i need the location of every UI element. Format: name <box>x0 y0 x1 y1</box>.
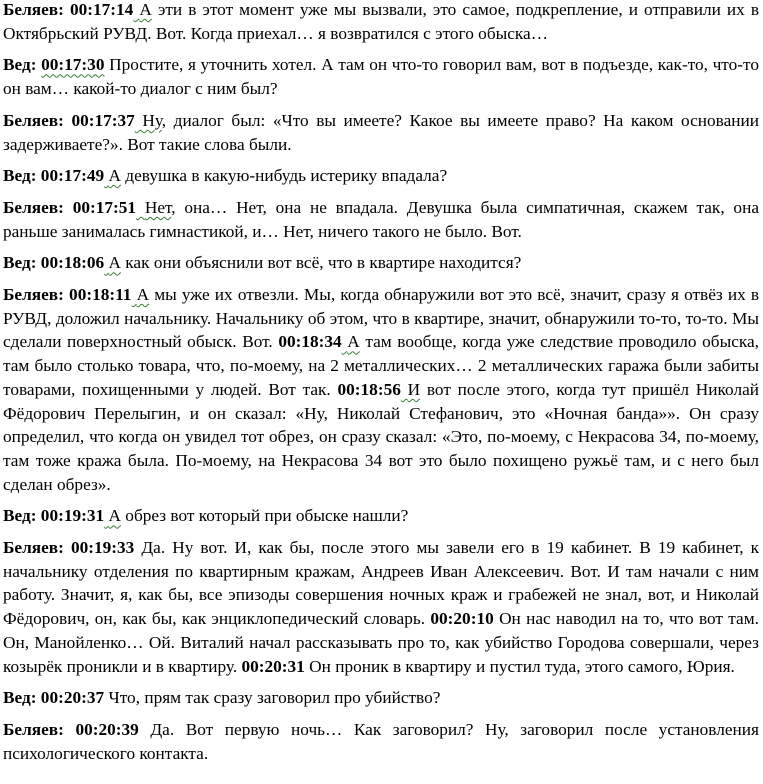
speaker-label: Беляев: <box>3 285 64 305</box>
timestamp: 00:17:37 <box>71 110 135 130</box>
utterance-text: обрез вот который при обыске нашли? <box>125 506 409 526</box>
transcript-paragraph <box>3 283 759 496</box>
lead-word: ​ И <box>400 379 421 399</box>
lead-word: ​ Ну <box>134 110 162 130</box>
timestamp: 00:20:39 <box>75 719 139 739</box>
lead-word: ​ А <box>104 166 121 186</box>
timestamp: 00:18:34 <box>278 332 342 352</box>
speaker-label: Вед: <box>3 506 37 526</box>
transcript-paragraph <box>3 504 759 528</box>
utterance-text: Он проник в квартиру и пустил туда, этого самого, Юрия. <box>309 656 735 676</box>
transcript-paragraph <box>3 164 759 188</box>
transcript-paragraph <box>3 536 759 678</box>
timestamp: 00:18:56 <box>337 379 401 399</box>
utterance-text: вот после этого, когда тут пришёл Николай Фёдорович Перелыгин, и он сказал: «Ну, Николай Стефанович, это «Ночная банда»». Он сразу определил, что когда он увидел тот обрез, он сразу сказал: «Это, по-моему, с Некрасова 34, по-моему, там тоже кража была. По-моему, на Некрасова 34 вот это было похищено ружьё там, и с него был сделан обрез». <box>3 379 759 494</box>
lead-word: ​ А <box>104 253 121 273</box>
speaker-label: Беляев: <box>3 0 64 19</box>
timestamp: 00:17:30 <box>41 55 105 75</box>
utterance-text: Он нас наводил на то, что вот там. Он, Манойленко… Ой. Виталий начал рассказывать про то, как убийство Городова совершали, через козырёк проникли и в квартиру. <box>3 609 759 676</box>
timestamp: 00:20:31 <box>241 656 305 676</box>
transcript-paragraph <box>3 251 759 275</box>
utterance-text: Да. Вот первую ночь… Как заговорил? Ну, заговорил после установления психологического контакта. <box>3 719 759 763</box>
utterance-text: , она… Нет, она не впадала. Девушка была симпатичная, скажем так, она раньше занималась гимнастикой, и… Нет, ничего такого не было. Вот. <box>3 197 759 241</box>
transcript-paragraph <box>3 109 759 156</box>
speaker-label: Вед: <box>3 688 37 708</box>
timestamp: 00:20:37 <box>40 688 105 708</box>
utterance-text: Что, прям так сразу заговорил про убийство? <box>108 688 441 708</box>
transcript-paragraph <box>3 196 759 243</box>
speaker-label: Беляев: <box>3 197 64 217</box>
utterance-text: как они объяснили вот всё, что в квартире находится? <box>125 253 522 273</box>
transcript-paragraph <box>3 686 759 710</box>
utterance-text: девушка в какую-нибудь истерику впадала? <box>125 166 448 186</box>
transcript-paragraph <box>3 718 759 765</box>
timestamp: 00:20:10 <box>430 609 494 629</box>
speaker-label: Вед: <box>3 253 37 273</box>
lead-word: ​ А <box>131 285 150 305</box>
lead-word: ​ А <box>133 0 152 19</box>
utterance-text: мы уже их отвезли. Мы, когда обнаружили вот это всё, значит, сразу я отвёз их в РУВД, доложил начальнику. Начальнику об этом, что в квартире, значит, обнаружили то-то, то-то. Мы сделали поверхностный обыск. Вот. <box>3 285 760 352</box>
utterance-text: Да. Ну вот. И, как бы, после этого мы завели его в 19 кабинет. В 19 кабинет, к начальнику отделения по квартирным кражам, Андреев Иван Алексеевич. Вот. И там начали с ним работу. Значит, я, как бы, все эпизоды совершения ночных краж и грабежей не знал, вот, и Николай Фёдорович, он, как бы, как энциклопедический словарь. <box>3 538 759 629</box>
utterance-text: там вообще, когда уже следствие проводило обыска, там было столько товара, что, по-моему, на 2 металлических… 2 металлических гаража были забиты товарами, похищенными у людей. Вот так. <box>3 332 759 399</box>
timestamp: 00:18:11 <box>69 285 132 305</box>
timestamp: 00:18:06 <box>40 253 105 273</box>
timestamp: 00:17:14 <box>69 0 134 19</box>
speaker-label: Беляев: <box>3 110 64 130</box>
lead-word: ​ А <box>104 506 121 526</box>
transcript-paragraph <box>3 53 759 100</box>
speaker-label: Беляев: <box>3 538 64 558</box>
lead-word: ​ Нет <box>136 197 172 217</box>
timestamp: 00:19:33 <box>70 538 135 558</box>
lead-word: ​ А <box>341 332 360 352</box>
transcript-paragraph <box>3 0 759 45</box>
timestamp: 00:19:31 <box>40 506 105 526</box>
speaker-label: Вед: <box>3 166 37 186</box>
timestamp: 00:17:51 <box>72 197 137 217</box>
utterance-text: эти в этот момент уже мы вызвали, это самое, подкрепление, и отправили их в Октябрьский РУВД. Вот. Когда приехал… я возвратился с этого обыска… <box>3 0 759 43</box>
utterance-text: Простите, я уточнить хотел. А там он что-то говорил вам, вот в подъезде, как-то, что-то он вам… какой-то диалог с ним был? <box>3 55 759 99</box>
speaker-label: Вед: <box>3 55 37 75</box>
timestamp: 00:17:49 <box>40 166 105 186</box>
speaker-label: Беляев: <box>3 719 64 739</box>
utterance-text: , диалог был: «Что вы имеете? Какое вы имеете право? На каком основании задерживаете?». Вот такие слова были. <box>3 110 759 154</box>
